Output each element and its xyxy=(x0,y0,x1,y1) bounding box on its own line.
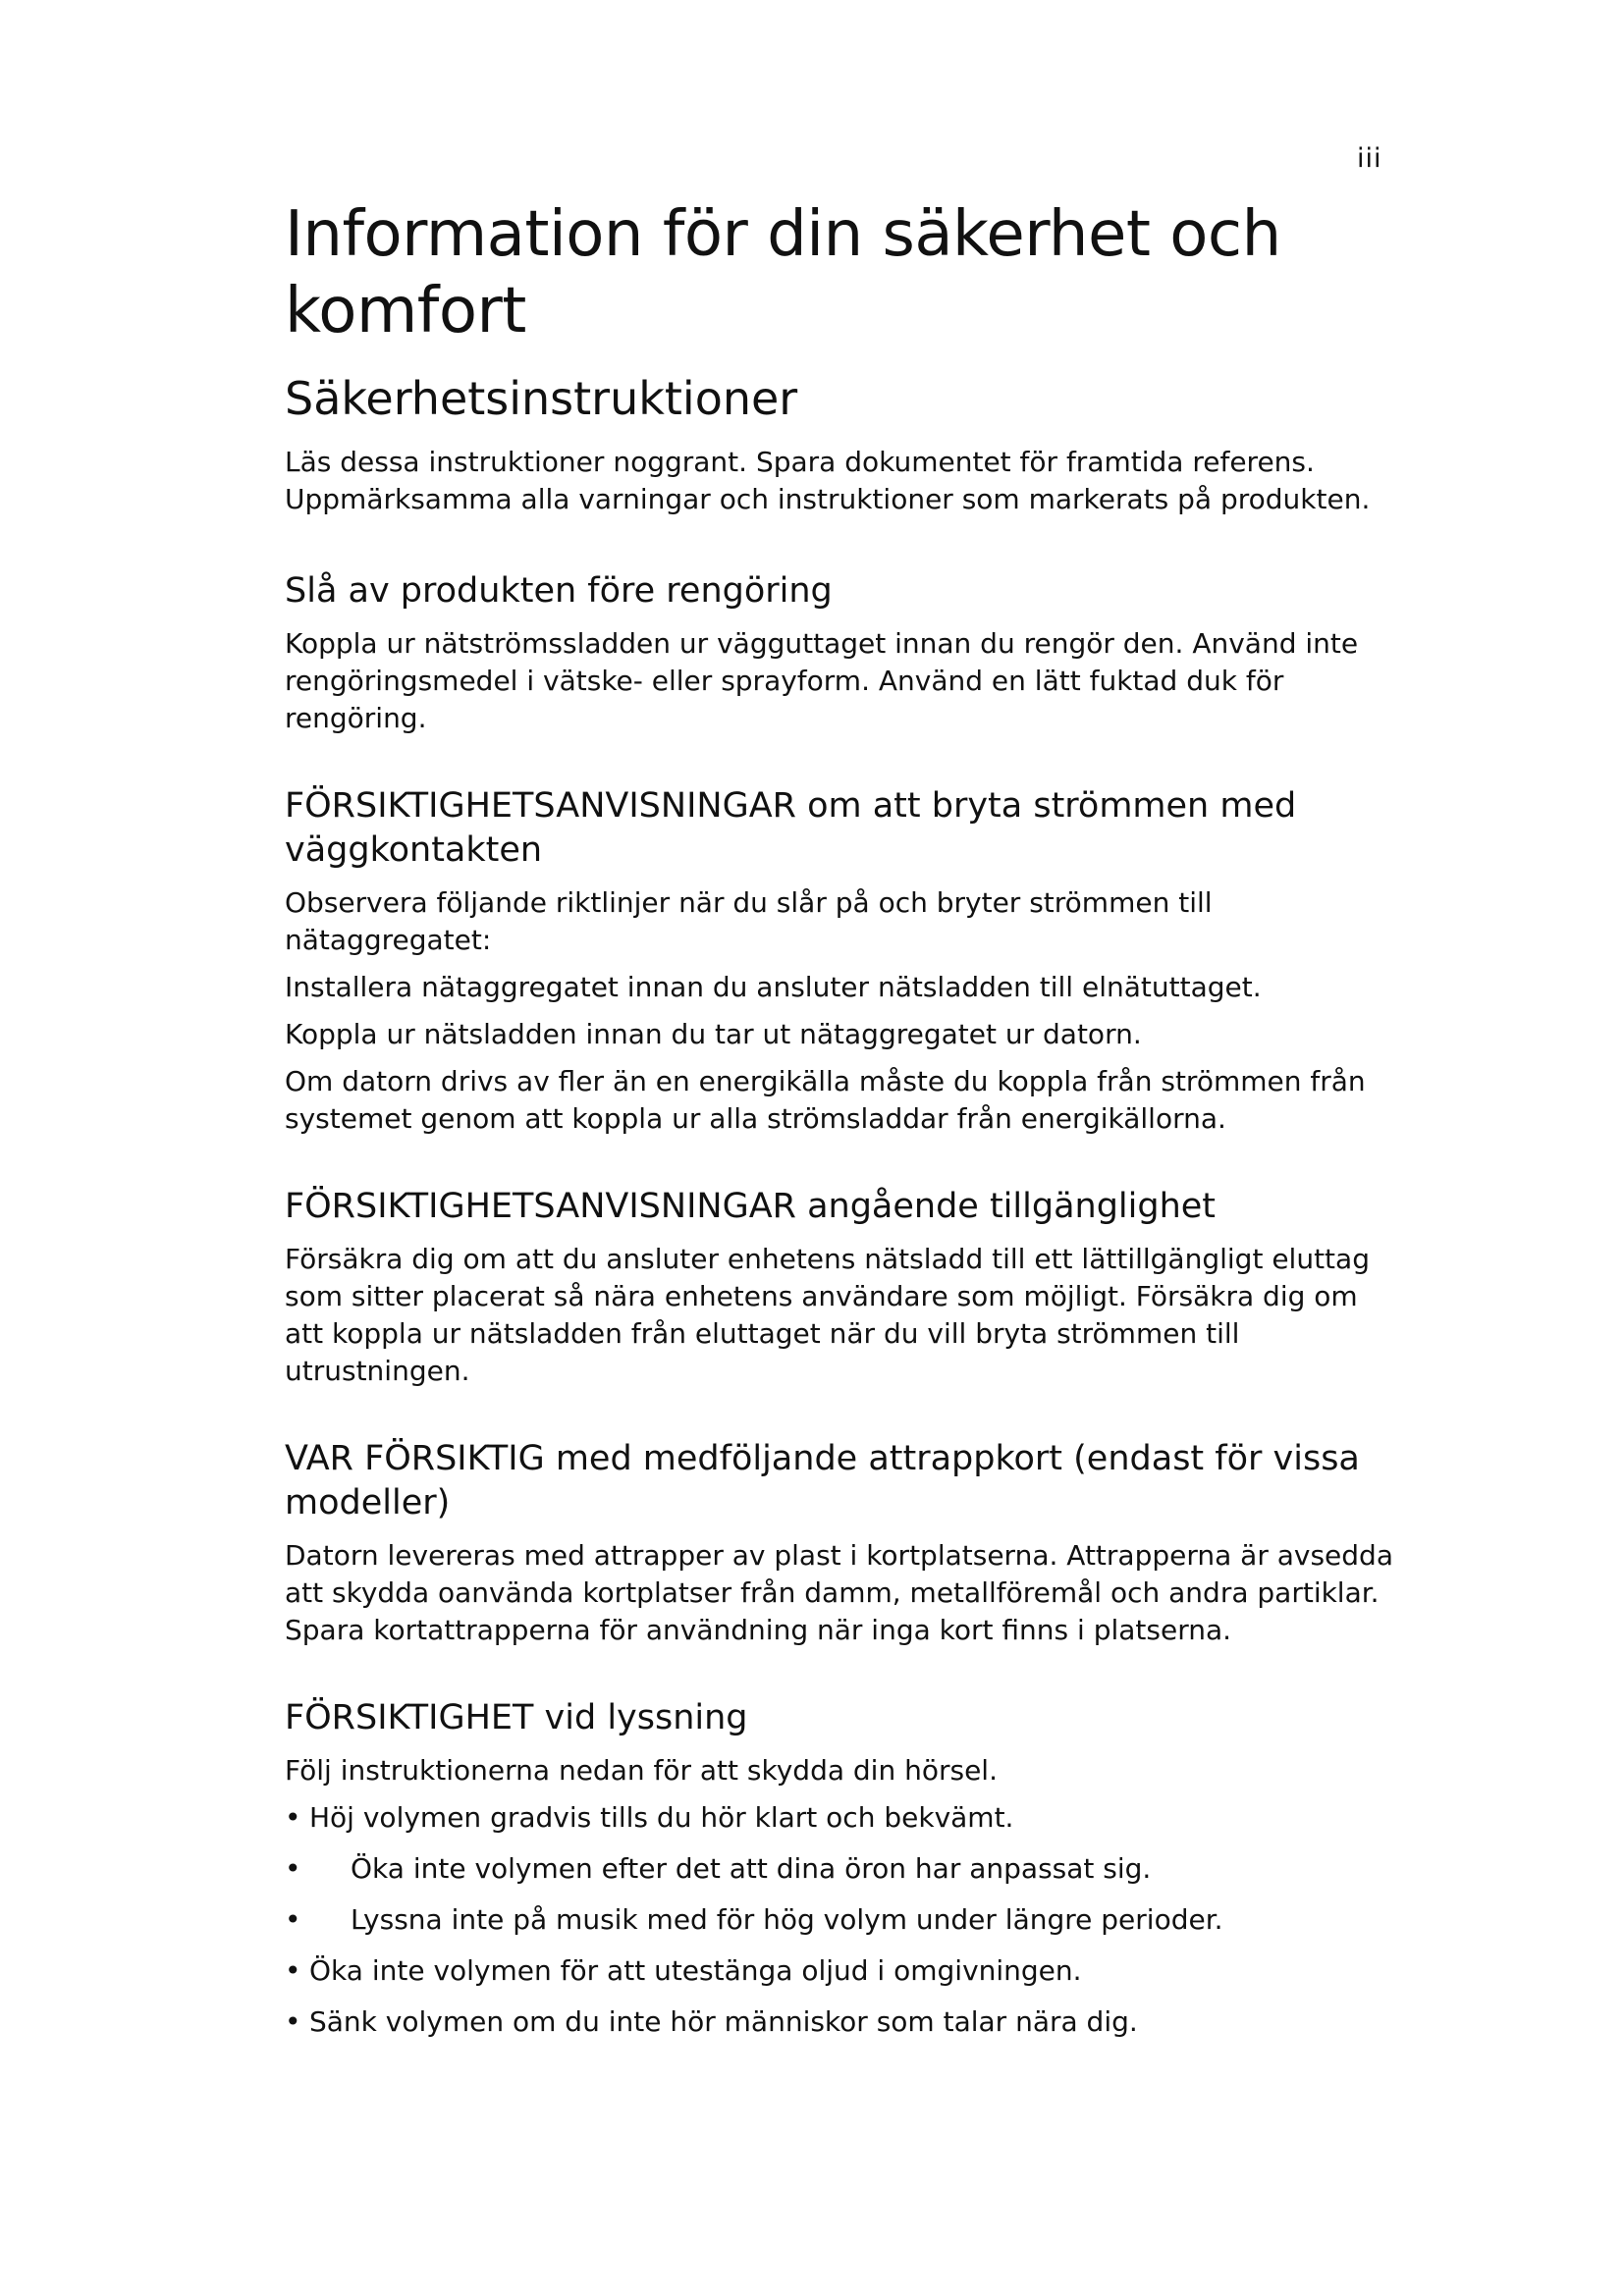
bullet-icon: • xyxy=(285,1903,301,1936)
list-item-text: Lyssna inte på musik med för hög volym under längre perioder. xyxy=(351,1903,1223,1936)
page-title: Information för din säkerhet och komfort xyxy=(285,198,1281,347)
list-item-text: Öka inte volymen för att utestänga oljud i omgivningen. xyxy=(309,1954,1082,1987)
section-heading: VAR FÖRSIKTIG med medföljande attrappkort (endast för vissa modeller) xyxy=(285,1439,1360,1522)
list-item-text: Höj volymen gradvis tills du hör klart och bekvämt. xyxy=(309,1801,1014,1834)
section-paragraph: Följ instruktionerna nedan för att skydda din hörsel. xyxy=(285,1754,998,1787)
section-heading: FÖRSIKTIGHET vid lyssning xyxy=(285,1698,748,1737)
bullet-icon: • xyxy=(285,1852,301,1885)
section-paragraph: Om datorn drivs av fler än en energikälla måste du koppla från strömmen från systemet genom att koppla ur alla strömsladdar från energikällorna. xyxy=(285,1065,1366,1135)
section-paragraph: Försäkra dig om att du ansluter enhetens nätsladd till ett lättillgängligt eluttag som sitter placerat så nära enhetens användare som möjligt. Försäkra dig om att koppla ur nätsladden från eluttaget när du vill bryta strömmen till utrustningen. xyxy=(285,1243,1370,1387)
section-heading: Slå av produkten före rengöring xyxy=(285,571,833,611)
list-item xyxy=(285,1952,1394,1990)
main-heading: Säkerhetsinstruktioner xyxy=(285,372,798,425)
section-heading: FÖRSIKTIGHETSANVISNINGAR angående tillgänglighet xyxy=(285,1187,1217,1226)
bullet-list xyxy=(285,1799,1394,2041)
list-item xyxy=(285,1850,1394,1888)
section-cleaning xyxy=(285,569,1394,737)
intro-section xyxy=(285,444,1394,518)
section-paragraph: Installera nätaggregatet innan du ansluter nätsladden till elnätuttaget. xyxy=(285,971,1262,1003)
bullet-icon: • xyxy=(285,1801,301,1834)
section-paragraph: Koppla ur nätströmssladden ur vägguttaget innan du rengör den. Använd inte rengöringsmedel i vätske- eller sprayform. Använd en lätt fuktad duk för rengöring. xyxy=(285,627,1359,734)
section-accessibility xyxy=(285,1185,1394,1390)
list-item xyxy=(285,1799,1394,1837)
bullet-icon: • xyxy=(285,1954,301,1987)
bullet-icon: • xyxy=(285,2005,301,2038)
section-paragraph: Koppla ur nätsladden innan du tar ut nätaggregatet ur datorn. xyxy=(285,1018,1142,1050)
list-item-text: Öka inte volymen efter det att dina öron har anpassat sig. xyxy=(351,1852,1152,1885)
section-paragraph: Datorn levereras med attrapper av plast i kortplatserna. Attrapperna är avsedda att skydda oanvända kortplatser från damm, metallföremål och andra partiklar. Spara kortattrapperna för användning när inga kort finns i platserna. xyxy=(285,1539,1393,1646)
list-item xyxy=(285,2003,1394,2041)
list-item-text: Sänk volymen om du inte hör människor som talar nära dig. xyxy=(309,2005,1138,2038)
section-paragraph: Observera följande riktlinjer när du slår på och bryter strömmen till nätaggregatet: xyxy=(285,886,1213,956)
document-body xyxy=(285,196,1394,2088)
list-item xyxy=(285,1901,1394,1939)
section-heading: FÖRSIKTIGHETSANVISNINGAR om att bryta strömmen med väggkontakten xyxy=(285,786,1297,870)
section-listening xyxy=(285,1696,1394,2041)
section-power-disconnect xyxy=(285,784,1394,1138)
section-dummy-cards xyxy=(285,1437,1394,1649)
intro-paragraph: Läs dessa instruktioner noggrant. Spara dokumentet för framtida referens. Uppmärksamma alla varningar och instruktioner som markerats på produkten. xyxy=(285,446,1371,515)
page-number: iii xyxy=(1357,143,1382,174)
